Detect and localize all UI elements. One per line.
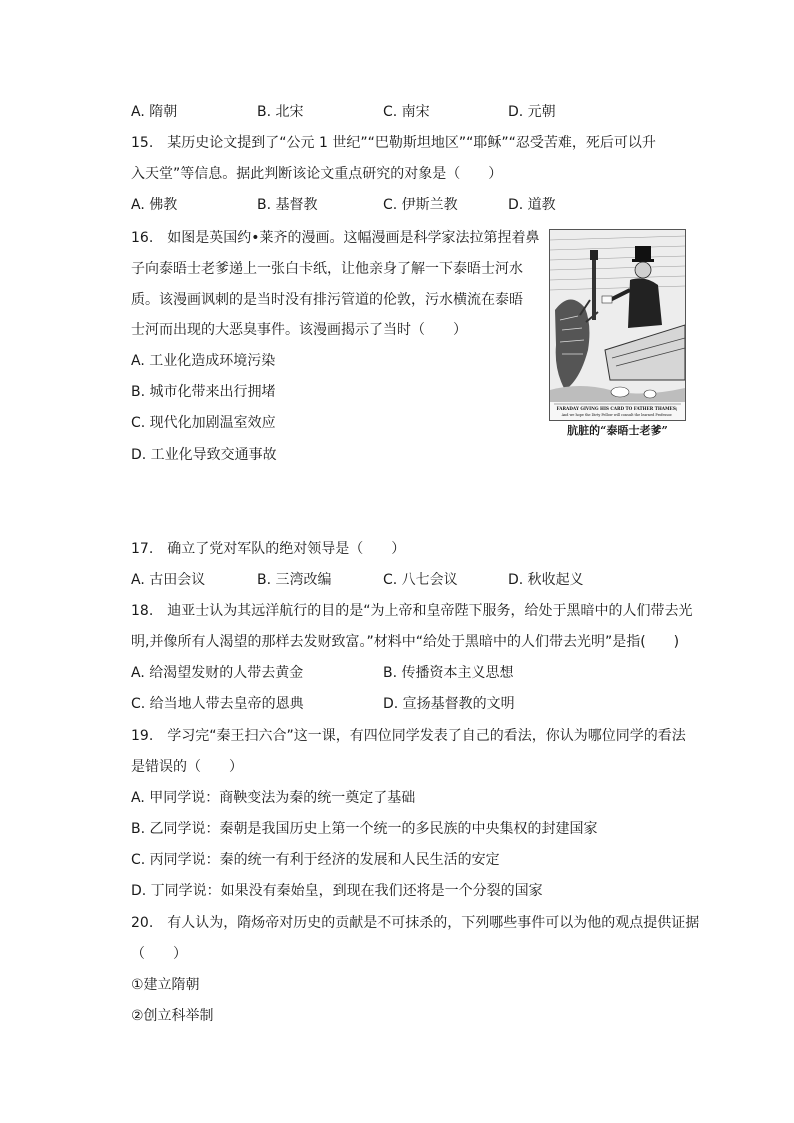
cartoon-image xyxy=(549,229,686,421)
q20-item-1[interactable]: ①建立隋朝 xyxy=(131,977,200,993)
cartoon-drawing-icon xyxy=(550,230,685,420)
q19-option-d[interactable]: D. 丁同学说：如果没有秦始皇，到现在我们还将是一个分裂的国家 xyxy=(131,883,543,899)
q19-option-c[interactable]: C. 丙同学说：秦的统一有利于经济的发展和人民生活的安定 xyxy=(131,852,500,868)
q15-option-c[interactable]: C. 伊斯兰教 xyxy=(383,197,458,213)
cartoon-inner-caption-1: FARADAY GIVING HIS CARD TO FATHER THAMES; xyxy=(556,406,678,411)
q15-option-d[interactable]: D. 道教 xyxy=(508,197,556,213)
q15-stem-line-1: 15. 某历史论文提到了“公元 1 世纪”“巴勒斯坦地区”“耶稣”“忍受苦难，死后可以升 xyxy=(131,135,656,151)
q18-option-a[interactable]: A. 给渴望发财的人带去黄金 xyxy=(131,665,304,681)
q15-option-a[interactable]: A. 佛教 xyxy=(131,197,178,213)
q16-option-b[interactable]: B. 城市化带来出行拥堵 xyxy=(131,384,276,400)
q19-option-a[interactable]: A. 甲同学说：商鞅变法为秦的统一奠定了基础 xyxy=(131,790,416,806)
q15-option-b[interactable]: B. 基督教 xyxy=(257,197,318,213)
q18-option-c[interactable]: C. 给当地人带去皇帝的恩典 xyxy=(131,696,304,712)
q17-option-c[interactable]: C. 八七会议 xyxy=(383,572,458,588)
q19-stem-line-2: 是错误的（ ） xyxy=(131,759,243,775)
q16-stem-line-2: 子向泰晤士老爹递上一张白卡纸，让他亲身了解一下泰晤士河水 xyxy=(131,261,523,277)
q14-option-c[interactable]: C. 南宋 xyxy=(383,104,430,120)
q16-option-a[interactable]: A. 工业化造成环境污染 xyxy=(131,353,276,369)
q20-stem-line-1: 20. 有人认为，隋炀帝对历史的贡献是不可抹杀的，下列哪些事件可以为他的观点提供证据 xyxy=(131,915,700,931)
q16-stem-line-4: 士河而出现的大恶臭事件。该漫画揭示了当时（ ） xyxy=(131,322,467,338)
q18-stem-line-1: 18. 迪亚士认为其远洋航行的目的是“为上帝和皇帝陛下服务，给处于黑暗中的人们带去光 xyxy=(131,603,693,619)
q15-stem-line-2: 入天堂”等信息。据此判断该论文重点研究的对象是（ ） xyxy=(131,166,503,182)
cartoon-inner-caption-2: And we hope the Dirty Fellow will consult the learned Professor. xyxy=(561,413,673,417)
q17-option-b[interactable]: B. 三湾改编 xyxy=(257,572,332,588)
q17-option-a[interactable]: A. 古田会议 xyxy=(131,572,206,588)
q19-option-b[interactable]: B. 乙同学说：秦朝是我国历史上第一个统一的多民族的中央集权的封建国家 xyxy=(131,821,598,837)
q16-cartoon-figure xyxy=(549,229,686,443)
q18-option-b[interactable]: B. 传播资本主义思想 xyxy=(383,665,514,681)
q16-option-c[interactable]: C. 现代化加剧温室效应 xyxy=(131,415,276,431)
q20-stem-line-2: （ ） xyxy=(131,946,187,962)
q17-stem-line-1: 17. 确立了党对军队的绝对领导是（ ） xyxy=(131,541,406,557)
q16-stem-line-1: 16. 如图是英国约•莱齐的漫画。这幅漫画是科学家法拉第捏着鼻 xyxy=(131,230,540,246)
q18-stem-line-2: 明,并像所有人渴望的那样去发财致富。”材料中“给处于黑暗中的人们带去光明”是指( ) xyxy=(131,634,680,650)
q16-option-d[interactable]: D. 工业化导致交通事故 xyxy=(131,447,277,463)
cartoon-caption: 肮脏的“泰晤士老爹” xyxy=(567,424,668,437)
q19-stem-line-1: 19. 学习完“秦王扫六合”这一课，有四位同学发表了自己的看法，你认为哪位同学的看法 xyxy=(131,728,686,744)
q16-stem-line-3: 质。该漫画讽刺的是当时没有排污管道的伦敦，污水横流在泰晤 xyxy=(131,292,523,308)
q17-option-d[interactable]: D. 秋收起义 xyxy=(508,572,584,588)
q18-option-d[interactable]: D. 宣扬基督教的文明 xyxy=(383,696,515,712)
q14-option-d[interactable]: D. 元朝 xyxy=(508,104,556,120)
q20-item-2[interactable]: ②创立科举制 xyxy=(131,1008,214,1024)
q14-option-b[interactable]: B. 北宋 xyxy=(257,104,304,120)
q14-option-a[interactable]: A. 隋朝 xyxy=(131,104,178,120)
